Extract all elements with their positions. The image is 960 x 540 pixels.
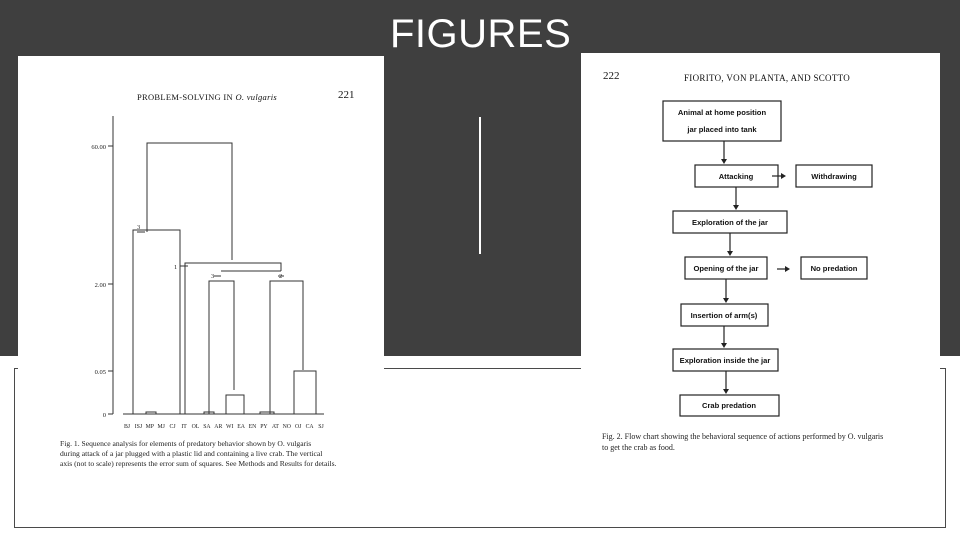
slide-title: FIGURES <box>390 12 572 56</box>
page-number: 221 <box>338 89 355 101</box>
leaf-label: PY <box>260 424 268 430</box>
dendrogram-branch <box>226 395 244 414</box>
flow-label: Exploration inside the jar <box>679 356 771 365</box>
figure-caption <box>602 431 932 453</box>
leaf-label: CJ <box>169 424 176 430</box>
caption-line: Fig. 1. Sequence analysis for elements of predatory behavior shown by O. vulgaris <box>60 439 312 448</box>
arrowhead <box>723 389 729 394</box>
arrowhead <box>721 343 727 348</box>
leaf-label: BJ <box>123 424 131 430</box>
flow-label: Attacking <box>718 172 754 181</box>
page-number: 222 <box>603 70 620 82</box>
leaf-label: OJ <box>294 424 302 430</box>
dendrogram-branch <box>133 230 180 414</box>
running-head-text: PROBLEM-SOLVING IN <box>137 92 233 102</box>
divider-line <box>479 117 481 254</box>
flow-box <box>663 101 781 141</box>
leaf-label: MJ <box>157 424 165 430</box>
dendrogram-branch <box>185 263 281 414</box>
y-tick-label: 60.00 <box>91 144 106 151</box>
flow-label: Crab predation <box>701 401 757 410</box>
caption-line: axis (not to scale) represents the error sum of squares. See Methods and Results for details. <box>60 459 337 469</box>
flow-label: Exploration of the jar <box>692 218 768 227</box>
node-label: 3 <box>137 224 141 231</box>
caption-line: during attack of a jar plugged with a plastic lid and containing a live crab. The vertical <box>60 449 323 459</box>
leaf-label: CA <box>305 424 314 430</box>
dendrogram-branch <box>209 281 234 414</box>
flow-label: Withdrawing <box>811 172 857 181</box>
dendrogram-branch <box>270 281 303 414</box>
leaf-label: SJ <box>318 424 324 430</box>
arrowhead <box>781 173 786 179</box>
flow-label: Animal at home position <box>677 108 767 117</box>
leaf-label: IT <box>181 424 187 430</box>
flow-label: jar placed into tank <box>687 125 757 134</box>
y-tick-label: 0 <box>102 412 106 419</box>
figure-2-page <box>581 53 940 483</box>
dendrogram-branch <box>147 143 232 260</box>
flow-label: Opening of the jar <box>693 264 759 273</box>
caption-line: Fig. 2. Flow chart showing the behavioral sequence of actions performed by O. vulgaris <box>602 432 884 441</box>
y-tick-label: 0.05 <box>94 369 106 376</box>
flow-label: Insertion of arm(s) <box>690 311 758 320</box>
leaf-label: AR <box>214 424 223 430</box>
figure-1-page <box>18 56 384 480</box>
dendrogram <box>18 56 384 441</box>
flow-chart <box>581 53 940 423</box>
running-head: FIORITO, VON PLANTA, AND SCOTTO <box>684 73 851 83</box>
leaf-label: EA <box>237 424 245 430</box>
arrowhead <box>721 159 727 164</box>
arrowhead <box>733 205 739 210</box>
leaf-label: NO <box>282 424 291 430</box>
node-label: 2 <box>279 273 283 280</box>
figure-caption <box>60 439 376 470</box>
dendrogram-branch <box>294 371 316 414</box>
leaf-label: MP <box>145 424 154 430</box>
arrowhead <box>723 298 729 303</box>
leaf-label: ISJ <box>134 424 143 430</box>
leaf-label: EN <box>248 424 257 430</box>
node-label: 1 <box>174 264 178 271</box>
caption-line: to get the crab as food. <box>602 443 675 452</box>
leaf-label: AT <box>271 424 279 430</box>
leaf-label: OL <box>191 424 200 430</box>
leaf-label: WI <box>225 424 234 430</box>
node-label: 3 <box>211 273 215 280</box>
leaf-label: SA <box>203 424 211 430</box>
arrowhead <box>727 251 733 256</box>
y-tick-label: 2.00 <box>94 282 106 289</box>
running-head-italic: O. vulgaris <box>235 92 277 102</box>
flow-label: No predation <box>810 264 858 273</box>
arrowhead <box>785 266 790 272</box>
